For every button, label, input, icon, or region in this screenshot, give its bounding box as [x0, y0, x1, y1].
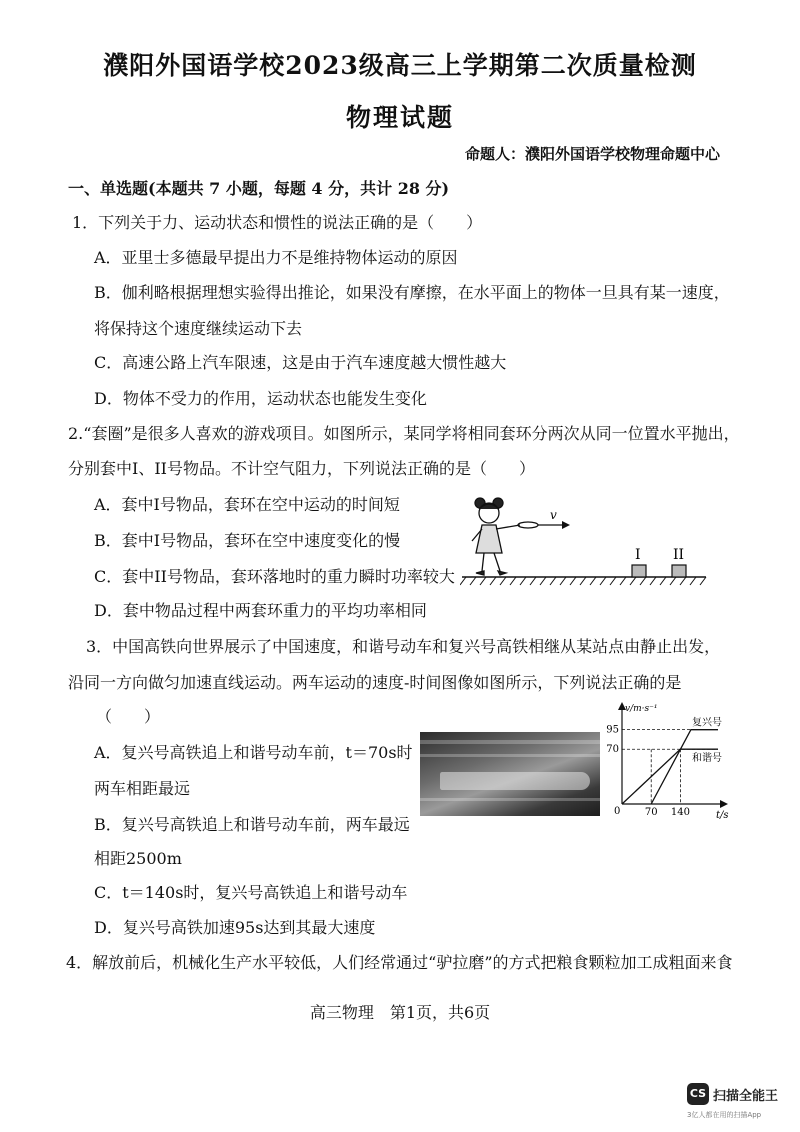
watermark-name: 扫描全能王: [713, 1088, 779, 1104]
author-line: 命题人：濮阳外国语学校物理命题中心: [464, 145, 720, 163]
section-heading: 一、单选题(本题共 7 小题，每题 4 分，共计 28 分): [68, 179, 450, 198]
q2-stem: 2.“套圈”是很多人喜欢的游戏项目。如图所示，某同学将相同套环分两次从同一位置水平抛出，: [68, 424, 740, 443]
q3-option-a: A．复兴号高铁追上和谐号动车前，t＝70s时: [94, 743, 413, 762]
x-tick-label-140: 140: [670, 807, 690, 818]
ground-hatching: [460, 577, 706, 585]
q2-option-b: B．套中I号物品，套环在空中速度变化的慢: [94, 531, 401, 550]
series-label-1: 复兴号: [692, 717, 722, 729]
q1-stem: 1．下列关于力、运动状态和惯性的说法正确的是（ ）: [72, 213, 483, 232]
target-box-1: [632, 565, 646, 577]
q3-answer-paren: （ ）: [96, 707, 161, 726]
q1-option-c: C．高速公路上汽车限速，这是由于汽车速度越大惯性越大: [94, 353, 507, 372]
series-label-2: 和谐号: [692, 753, 722, 765]
q3-option-b: B．复兴号高铁追上和谐号动车前，两车最远: [94, 815, 410, 834]
origin-label: 0: [614, 806, 621, 817]
target-label-1: I: [635, 547, 641, 563]
ring-toss-figure: [460, 495, 710, 590]
y-tick-label-70: 70: [606, 744, 619, 756]
y-axis-label: v/m·s⁻¹: [625, 704, 658, 714]
q1-option-a: A．亚里士多德最早提出力不是维持物体运动的原因: [94, 248, 458, 267]
q1-option-b: B．伽利略根据理想实验得出推论，如果没有摩擦，在水平面上的物体一旦具有某一速度，: [94, 283, 730, 302]
q3-option-a-cont: 两车相距最远: [94, 779, 191, 798]
q1-option-d: D．物体不受力的作用，运动状态也能发生变化: [94, 389, 427, 408]
q3-option-d: D．复兴号高铁加速95s达到其最大速度: [94, 918, 376, 937]
q2-option-c: C．套中II号物品，套环落地时的重力瞬时功率较大: [94, 567, 455, 586]
exam-title: 濮阳外国语学校2023级高三上学期第二次质量检测: [103, 51, 697, 80]
x-axis-label: t/s: [716, 810, 729, 821]
target-label-2: II: [673, 547, 685, 563]
girl-figure: [472, 498, 520, 575]
q3-stem-cont: 沿同一方向做匀加速直线运动。两车运动的速度-时间图像如图所示，下列说法正确的是: [68, 673, 682, 692]
ring-icon: [518, 522, 538, 528]
scanner-watermark: [687, 1083, 779, 1119]
x-axis-arrow-icon: [720, 800, 728, 808]
q2-option-a: A．套中I号物品，套环在空中运动的时间短: [94, 495, 400, 514]
page-footer: 高三物理 第1页，共6页: [309, 1003, 491, 1022]
q4-stem: 4．解放前后，机械化生产水平较低，人们经常通过“驴拉磨”的方式把粮食颗粒加工成粗面来食: [66, 953, 733, 972]
q1-option-b-cont: 将保持这个速度继续运动下去: [94, 319, 303, 338]
q2-option-d: D．套中物品过程中两套环重力的平均功率相同: [94, 601, 427, 620]
q2-stem-cont: 分别套中I、II号物品。不计空气阻力，下列说法正确的是（ ）: [68, 459, 535, 478]
arrow-head-icon: [562, 521, 570, 529]
high-speed-train-photo: [420, 732, 600, 816]
camscanner-logo-icon: CS: [687, 1083, 709, 1105]
target-box-2: [672, 565, 686, 577]
x-tick-label-70: 70: [644, 807, 658, 818]
velocity-label: v: [550, 508, 557, 522]
y-tick-label-95: 95: [606, 724, 619, 736]
velocity-time-chart: [598, 700, 738, 822]
q3-option-c: C．t＝140s时，复兴号高铁追上和谐号动车: [94, 883, 408, 902]
q3-option-b-cont: 相距2500m: [94, 849, 182, 868]
subject-title: 物理试题: [345, 103, 454, 132]
watermark-tagline: 3亿人都在用的扫描App: [687, 1111, 762, 1119]
q3-stem: 3．中国高铁向世界展示了中国速度，和谐号动车和复兴号高铁相继从某站点由静止出发，: [86, 637, 721, 656]
